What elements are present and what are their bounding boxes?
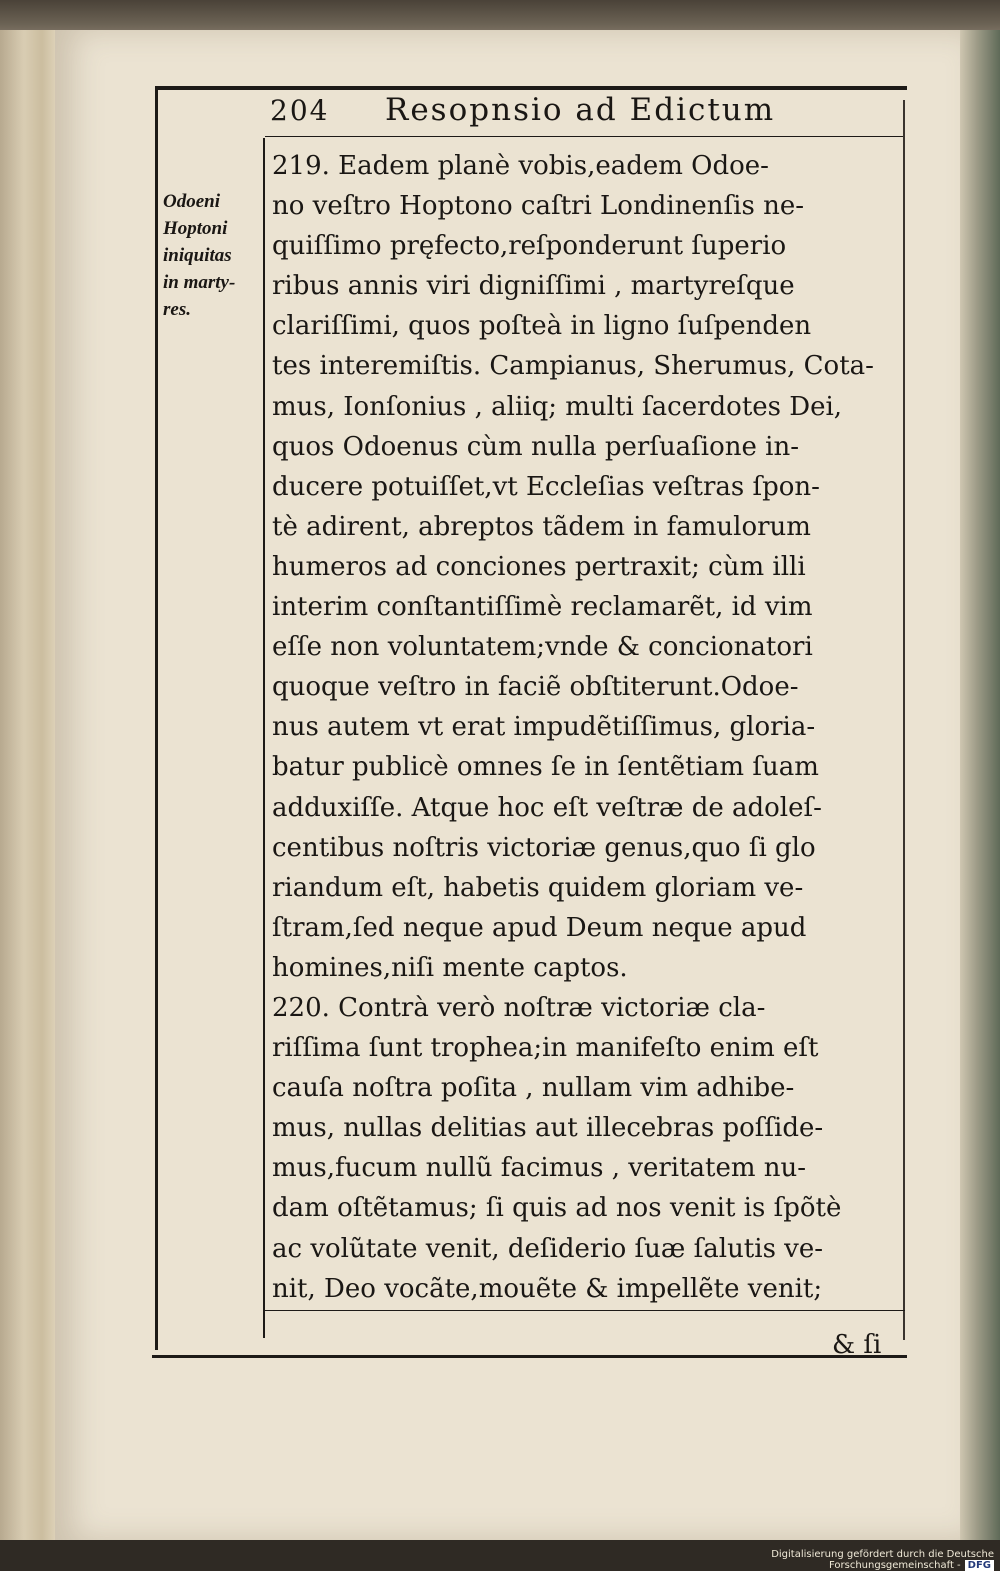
- text-line: riandum eſt, habetis quidem gloriam ve-: [272, 872, 804, 903]
- text-line: quoque veſtro in faciẽ obſtiterunt.Odoe-: [272, 672, 799, 703]
- dfg-logo: DFG: [965, 1560, 994, 1571]
- digitization-footer: [680, 1549, 1000, 1570]
- text-line: nus autem vt erat impudẽtiſſimus, gloria-: [272, 712, 816, 743]
- running-title: Resopnsio ad Edictum: [385, 92, 776, 128]
- text-line: mus, nullas delitias aut illecebras poſſide-: [272, 1113, 824, 1144]
- text-line: quos Odoenus cùm nulla perſuaſione in-: [272, 431, 800, 462]
- margin-note-line: res.: [163, 299, 191, 320]
- text-line: clariſſimi, quos poſteà in ligno ſuſpenden: [272, 311, 812, 342]
- bottom-rule: [152, 1355, 907, 1358]
- footer-text: Digitalisierung gefördert durch die Deutsche Forschungsgemeinschaft -: [771, 1549, 994, 1571]
- text-bottom-rule: [265, 1310, 905, 1311]
- text-line: humeros ad conciones pertraxit; cùm illi: [272, 551, 806, 582]
- text-line: ribus annis viri digniſſimi , martyreſque: [272, 271, 795, 302]
- text-line: ſtram,ſed neque apud Deum neque apud: [272, 912, 807, 943]
- text-line: centibus noſtris victoriæ genus,quo ſi glo: [272, 832, 816, 863]
- text-line: mus, Ionſonius , aliiq; multi ſacerdotes Dei,: [272, 391, 843, 422]
- page-stack-left: [0, 30, 60, 1540]
- text-line: riſſima ſunt trophea;in manifeſto enim eſt: [272, 1033, 819, 1064]
- text-line: interim conſtantiſſimè reclamarẽt, id vim: [272, 592, 813, 623]
- margin-note-line: Odoeni: [163, 191, 220, 212]
- text-line: ac volũtate venit, deſiderio ſuæ ſalutis ve-: [272, 1233, 824, 1264]
- text-line: quiſſimo pręfecto,reſponderunt ſuperio: [272, 231, 787, 262]
- catchword: & ſi: [832, 1330, 882, 1360]
- page-number: 204: [270, 94, 330, 127]
- text-line: tes interemiſtis. Campianus, Sherumus, Cota-: [272, 351, 874, 382]
- text-line: homines,niſi mente captos.: [272, 952, 628, 983]
- text-line: tè adirent, abreptos tãdem in famulorum: [272, 511, 811, 542]
- text-line: dam oſtẽtamus; ſi quis ad nos venit is ſpõtè: [272, 1193, 842, 1224]
- column-divider: [263, 138, 265, 1338]
- margin-note-line: Hoptoni: [163, 218, 228, 239]
- header-rule: [265, 136, 905, 137]
- text-line: ducere potuiſſet,vt Eccleſias veſtras ſpon-: [272, 471, 820, 502]
- text-line: mus,fucum nullũ facimus , veritatem nu-: [272, 1153, 807, 1184]
- body-text: [272, 146, 907, 1309]
- margin-note-line: iniquitas: [163, 245, 232, 266]
- text-line: nit, Deo vocãte,mouẽte & impellẽte venit;: [272, 1273, 823, 1304]
- text-line: adduxiſſe. Atque hoc eſt veſtræ de adoleſ-: [272, 792, 822, 823]
- running-head: [270, 92, 900, 134]
- margin-note: [163, 188, 263, 323]
- margin-note-line: in marty-: [163, 272, 236, 293]
- text-line: batur publicè omnes ſe in ſentẽtiam ſuam: [272, 752, 819, 783]
- text-line: cauſa noſtra poſita , nullam vim adhibe-: [272, 1073, 795, 1104]
- text-line: 219. Eadem planè vobis,eadem Odoe-: [272, 151, 769, 181]
- text-line: eſſe non voluntatem;vnde & concionatori: [272, 632, 813, 663]
- text-line: no veſtro Hoptono caſtri Londinenſis ne-: [272, 191, 804, 222]
- text-line: 220. Contrà verò noſtræ victoriæ cla-: [272, 992, 766, 1023]
- page-right-edge: [955, 30, 1000, 1540]
